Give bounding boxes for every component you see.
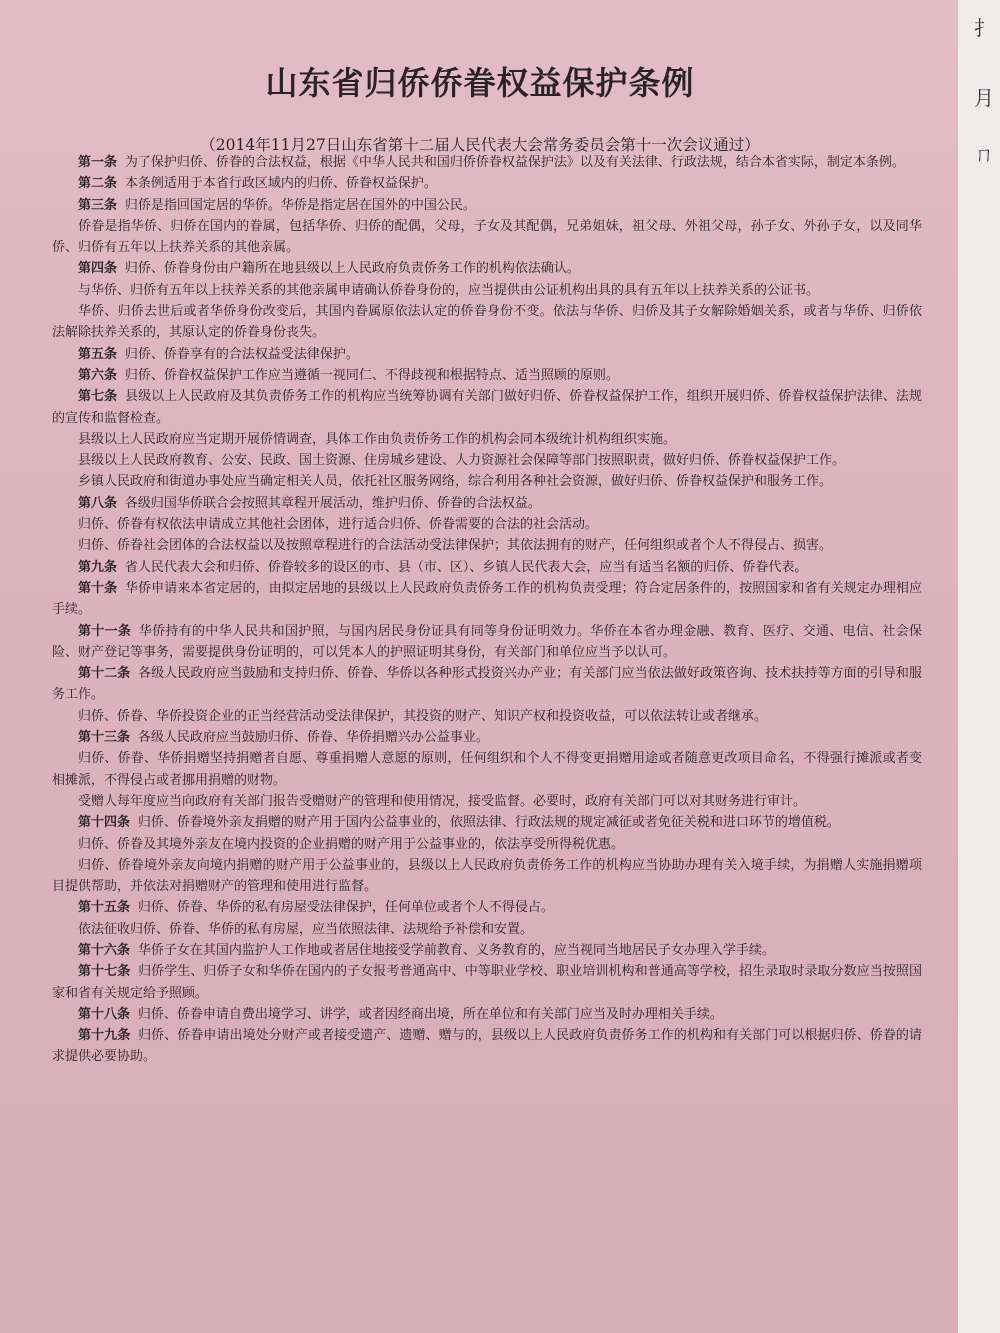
article-number: 第十五条 — [78, 900, 131, 916]
article-number: 第四条 — [78, 261, 118, 277]
article-text: 归侨、侨眷身份由户籍所在地县级以上人民政府负责侨务工作的机构依法确认。 — [124, 261, 580, 277]
article-text: 华侨、归侨去世后或者华侨身份改变后，其国内眷属原依法认定的侨眷身份不变。依法与华侨、归侨及其子女解除婚姻关系，或者与华侨、归侨依法解除扶养关系的，其原认定的侨眷身份丧失。 — [52, 304, 922, 341]
article-paragraph — [52, 514, 922, 535]
article-paragraph — [52, 535, 922, 556]
article-paragraph — [52, 834, 922, 855]
article-paragraph — [52, 621, 922, 664]
article-paragraph — [52, 386, 922, 429]
document-subtitle: （2014年11月27日山东省第十二届人民代表大会常务委员会第十一次会议通过） — [200, 136, 760, 154]
article-number: 第十条 — [78, 580, 118, 596]
article-number: 第三条 — [78, 197, 118, 213]
article-number: 第九条 — [78, 559, 118, 575]
article-paragraph — [52, 493, 922, 514]
article-paragraph — [52, 663, 922, 706]
article-text: 归侨学生、归侨子女和华侨在国内的子女报考普通高中、中等职业学校、职业培训机构和普通高等学校，招生录取时录取分数应当按照国家和省有关规定给予照顾。 — [52, 964, 922, 1001]
article-text: 归侨、侨眷、华侨捐赠坚持捐赠者自愿、尊重捐赠人意愿的原则，任何组织和个人不得变更捐赠用途或者随意更改项目命名，不得强行摊派或者变相摊派，不得侵占或者挪用捐赠的财物。 — [52, 751, 922, 788]
article-text: 县级以上人民政府教育、公安、民政、国土资源、住房城乡建设、人力资源社会保障等部门按照职责，做好归侨、侨眷权益保护工作。 — [78, 453, 846, 469]
article-text: 归侨、侨眷、华侨的私有房屋受法律保护，任何单位或者个人不得侵占。 — [137, 900, 554, 916]
article-text: 县级以上人民政府应当定期开展侨情调查，具体工作由负责侨务工作的机构会同本级统计机构组织实施。 — [78, 431, 677, 447]
article-paragraph — [52, 791, 922, 812]
article-text: 归侨、侨眷境外亲友捐赠的财产用于国内公益事业的，依照法律、行政法规的规定减征或者免征关税和进口环节的增值税。 — [137, 815, 840, 831]
article-text: 归侨、侨眷及其境外亲友在境内投资的企业捐赠的财产用于公益事业的，依法享受所得税优惠。 — [78, 836, 625, 852]
document-title: 山东省归侨侨眷权益保护条例 — [265, 64, 695, 102]
article-text: 省人民代表大会和归侨、侨眷较多的设区的市、县（市、区）、乡镇人民代表大会，应当有适当名额的归侨、侨眷代表。 — [124, 559, 808, 575]
edge-char: ㄇ — [974, 142, 994, 166]
article-text: 华侨申请来本省定居的，由拟定居地的县级以上人民政府负责侨务工作的机构负责受理；符合定居条件的，按照国家和省有关规定办理相应手续。 — [52, 580, 922, 618]
article-paragraph — [52, 301, 922, 344]
article-paragraph — [52, 471, 922, 492]
article-text: 华侨持有的中华人民共和国护照，与国内居民身份证具有同等身份证明效力。华侨在本省办理金融、教育、医疗、交通、电信、社会保险、财产登记等事务，需要提供身份证明的，可以凭本人的护照证明其身份，有关部门和单位应当予以认可。 — [52, 623, 922, 660]
article-text: 为了保护归侨、侨眷的合法权益，根据《中华人民共和国归侨侨眷权益保护法》以及有关法律、行政法规，结合本省实际，制定本条例。 — [124, 155, 905, 170]
article-text: 各级人民政府应当鼓励归侨、侨眷、华侨捐赠兴办公益事业。 — [137, 730, 489, 746]
article-paragraph — [52, 940, 922, 961]
article-number: 第十四条 — [78, 815, 131, 831]
article-paragraph — [52, 173, 922, 194]
edge-char: 扌 — [974, 16, 994, 40]
article-text: 依法征收归侨、侨眷、华侨的私有房屋，应当依照法律、法规给予补偿和安置。 — [78, 921, 534, 937]
article-text: 归侨、侨眷申请出境处分财产或者接受遗产、遗赠、赠与的，县级以上人民政府负责侨务工作的机构和有关部门可以根据归侨、侨眷的请求提供必要协助。 — [52, 1028, 922, 1065]
article-text: 县级以上人民政府及其负责侨务工作的机构应当统筹协调有关部门做好归侨、侨眷权益保护工作，组织开展归侨、侨眷权益保护法律、法规的宣传和监督检查。 — [52, 389, 922, 426]
article-text: 各级归国华侨联合会按照其章程开展活动，维护归侨、侨眷的合法权益。 — [124, 495, 541, 511]
edge-char: 月 — [974, 86, 994, 110]
article-paragraph — [52, 727, 922, 748]
article-number: 第十一条 — [78, 623, 132, 639]
article-paragraph — [52, 258, 922, 279]
article-paragraph — [52, 855, 922, 898]
article-paragraph — [52, 365, 922, 386]
article-paragraph — [52, 429, 922, 450]
article-text: 归侨、侨眷境外亲友向境内捐赠的财产用于公益事业的，县级以上人民政府负责侨务工作的机构应当协助办理有关入境手续，为捐赠人实施捐赠项目提供帮助，并依法对捐赠财产的管理和使用进行监督。 — [52, 857, 922, 895]
article-number: 第十八条 — [78, 1006, 131, 1022]
article-paragraph — [52, 578, 922, 621]
article-number: 第二条 — [78, 176, 118, 192]
article-text: 归侨、侨眷有权依法申请成立其他社会团体，进行适合归侨、侨眷需要的合法的社会活动。 — [78, 517, 599, 533]
article-number: 第八条 — [78, 495, 118, 511]
article-paragraph — [52, 344, 922, 365]
article-number: 第七条 — [78, 389, 118, 405]
article-number: 第十二条 — [78, 666, 131, 682]
article-paragraph — [52, 216, 922, 259]
article-number: 第五条 — [78, 346, 118, 362]
article-paragraph — [52, 557, 922, 578]
article-paragraph — [52, 152, 922, 173]
article-paragraph — [52, 280, 922, 301]
article-paragraph — [52, 961, 922, 1004]
article-paragraph — [52, 1004, 922, 1025]
article-number: 第一条 — [78, 155, 118, 170]
article-paragraph — [52, 195, 922, 216]
article-text: 归侨、侨眷申请自费出境学习、讲学，或者因经商出境，所在单位和有关部门应当及时办理相关手续。 — [137, 1006, 723, 1022]
article-text: 归侨是指回国定居的华侨。华侨是指定居在国外的中国公民。 — [124, 197, 476, 213]
document-body — [52, 152, 922, 1068]
article-text: 归侨、侨眷享有的合法权益受法律保护。 — [124, 346, 359, 362]
article-paragraph — [52, 897, 922, 918]
article-text: 侨眷是指华侨、归侨在国内的眷属，包括华侨、归侨的配偶，父母，子女及其配偶，兄弟姐妹，祖父母、外祖父母，孙子女、外孙子女，以及同华侨、归侨有五年以上扶养关系的其他亲属。 — [52, 218, 922, 256]
article-text: 华侨子女在其国内监护人工作地或者居住地接受学前教育、义务教育的，应当视同当地居民子女办理入学手续。 — [137, 942, 775, 958]
article-paragraph — [52, 706, 922, 727]
article-paragraph — [52, 812, 922, 833]
article-text: 归侨、侨眷权益保护工作应当遵循一视同仁、不得歧视和根据特点、适当照顾的原则。 — [124, 367, 619, 383]
article-number: 第十七条 — [78, 964, 131, 980]
article-number: 第十六条 — [78, 942, 131, 958]
adjacent-page-edge — [958, 0, 1000, 1333]
article-text: 归侨、侨眷社会团体的合法权益以及按照章程进行的合法活动受法律保护；其依法拥有的财产，任何组织或者个人不得侵占、损害。 — [78, 538, 833, 554]
article-number: 第十三条 — [78, 730, 131, 746]
article-text: 本条例适用于本省行政区域内的归侨、侨眷权益保护。 — [124, 176, 437, 192]
article-number: 第六条 — [78, 367, 118, 383]
article-text: 各级人民政府应当鼓励和支持归侨、侨眷、华侨以各种形式投资兴办产业；有关部门应当依法做好政策咨询、技术扶持等方面的引导和服务工作。 — [52, 666, 922, 703]
article-text: 归侨、侨眷、华侨投资企业的正当经营活动受法律保护，其投资的财产、知识产权和投资收益，可以依法转让或者继承。 — [78, 708, 768, 724]
article-paragraph — [52, 919, 922, 940]
article-text: 受赠人每年度应当向政府有关部门报告受赠财产的管理和使用情况，接受监督。必要时，政府有关部门可以对其财务进行审计。 — [78, 793, 807, 809]
article-text: 乡镇人民政府和街道办事处应当确定相关人员，依托社区服务网络，综合利用各种社会资源，做好归侨、侨眷权益保护和服务工作。 — [78, 474, 833, 490]
article-paragraph — [52, 450, 922, 471]
article-paragraph — [52, 748, 922, 791]
article-number: 第十九条 — [78, 1028, 131, 1044]
article-paragraph — [52, 1025, 922, 1068]
article-text: 与华侨、归侨有五年以上扶养关系的其他亲属申请确认侨眷身份的，应当提供由公证机构出具的具有五年以上扶养关系的公证书。 — [78, 282, 820, 298]
